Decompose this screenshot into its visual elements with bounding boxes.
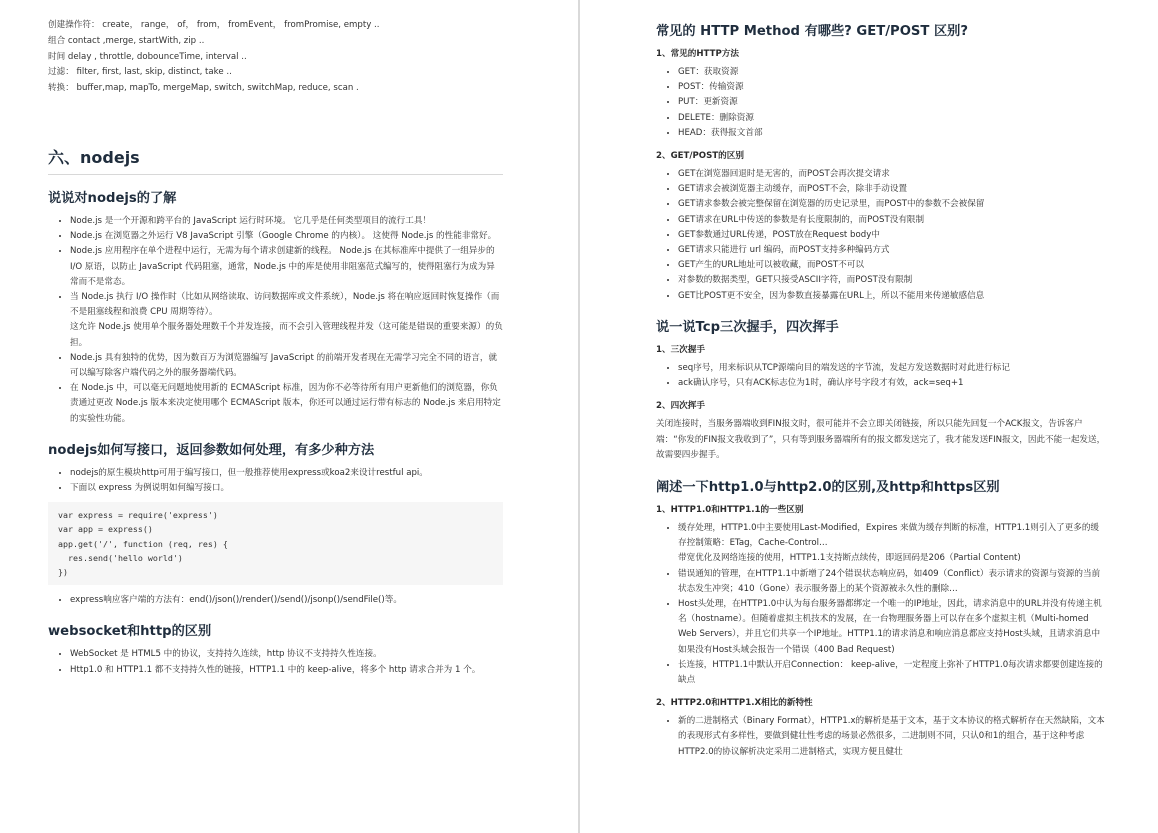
http-methods-list [656, 65, 1106, 141]
list-item: • Http1.0 和 HTTP1.1 都不支持持久性的链接，HTTP1.1 中的 keep-alive，将多个 http 请求合并为 1 个。 [70, 663, 503, 678]
nodejs-api-list [48, 466, 503, 496]
list-item-text: 错误通知的管理，在HTTP1.1中新增了24个错误状态响应码，如409（Conflict）表示请求的资源与资源的当前状态发生冲突；410（Gone）表示服务器上的某个资源被永久性的删除… [678, 568, 1101, 594]
operator-line: 转换： buffer,map, mapTo, mergeMap, switch, switchMap, reduce, scan . [48, 83, 359, 94]
list-item [70, 381, 503, 427]
list-item [70, 290, 503, 351]
subheading-four-way: 2、四次挥手 [656, 401, 705, 412]
list-item [70, 229, 503, 244]
list-item: • HEAD：获得报文首部 [678, 126, 1106, 141]
list-item: • GET产生的URL地址可以被收藏，而POST不可以 [678, 258, 1106, 273]
list-item: • 下面以 express 为例说明如何编写接口。 [70, 481, 503, 496]
express-methods-list [48, 593, 503, 608]
list-item: • express响应客户端的方法有：end()/json()/render()/send()/jsonp()/sendFile()等。 [70, 593, 503, 608]
list-item [70, 244, 503, 290]
list-item: • GET在浏览器回退时是无害的，而POST会再次提交请求 [678, 167, 1106, 182]
heading-tcp-handshake: 说一说Tcp三次握手，四次挥手 [656, 319, 839, 335]
websocket-list [48, 647, 503, 677]
list-item: • GET请求在URL中传送的参数是有长度限制的，而POST没有限制 [678, 213, 1106, 228]
list-item-text: • 当 Node.js 执行 I/O 操作时（比如从网络读取、访问数据库或文件系统），Node.js 将在响应返回时恢复操作（而不是阻塞线程和浪费 CPU 周期等待）。 [70, 292, 500, 318]
rxjs-operators-list [48, 18, 503, 97]
operator-line: 时间 delay , throttle, dobounceTime, interval .. [48, 51, 247, 62]
get-post-diff-list [656, 167, 1106, 304]
nodejs-overview-list [48, 214, 503, 427]
left-page [0, 0, 578, 833]
list-item-text: Node.js 在浏览器之外运行 V8 JavaScript 引擎（Google Chrome 的内核）。 这使得 Node.js 的性能非常好。 [70, 231, 497, 242]
list-item: • GET参数通过URL传递，POST放在Request body中 [678, 228, 1106, 243]
list-item-text: • 缓存处理，HTTP1.0中主要使用Last-Modified，Expires 来做为缓存判断的标准，HTTP1.1则引入了更多的缓存控制策略：ETag，Cache-Control… [678, 523, 1100, 549]
list-item-text: 长连接，HTTP1.1中默认开启Connection： keep-alive，一定程度上弥补了HTTP1.0每次请求都要创建连接的缺点 [678, 659, 1103, 686]
list-item: • DELETE：删除资源 [678, 111, 1106, 126]
list-item-text: Node.js 是一个开源和跨平台的 JavaScript 运行时环境。 它几乎是任何类型项目的流行工具！ [70, 215, 432, 226]
operator-line: 过滤： filter, first, last, skip, distinct, take .. [48, 67, 232, 78]
right-column [656, 18, 1106, 766]
subheading-http10-vs-11: 1、HTTP1.0和HTTP1.1的一些区别 [656, 505, 804, 516]
list-item [678, 521, 1106, 567]
list-item: • GET请求会被浏览器主动缓存，而POST不会，除非手动设置 [678, 182, 1106, 197]
subheading-common-methods: 1、常见的HTTP方法 [656, 49, 739, 59]
list-item: • nodejs的原生模块http可用于编写接口，但一般推荐使用express或koa2来设计restful api。 [70, 466, 503, 481]
operator-line: 创建操作符： create， range， of， from， fromEvent， fromPromise, empty .. [48, 20, 380, 30]
right-page [580, 0, 1158, 833]
list-item: • POST：传输资源 [678, 80, 1106, 95]
list-item-text: 在 Node.js 中，可以毫无问题地使用新的 ECMAScript 标准，因为你不必等待所有用户更新他们的浏览器，你负责通过更改 Node.js 版本来决定使用哪个 ECMAScript 版本，你还可以通过运行带有标志的 Node.js 来启用特定的实验性功能。 [70, 383, 501, 424]
list-item: • GET：获取资源 [678, 65, 1106, 80]
left-column [48, 18, 503, 684]
subheading-three-way: 1、三次握手 [656, 344, 705, 355]
three-way-list [656, 361, 1106, 391]
list-item [678, 567, 1106, 597]
operator-line: 组合 contact ,merge, startWith, zip .. [48, 35, 205, 46]
list-item: • GET请求只能进行 url 编码，而POST支持多种编码方式 [678, 243, 1106, 258]
heading-http-versions: 阐述一下http1.0与http2.0的区别,及http和https区别 [656, 480, 1000, 496]
heading-http-methods: 常见的 HTTP Method 有哪些? GET/POST 区别? [656, 24, 969, 39]
list-item: • WebSocket 是 HTML5 中的协议，支持持久连续，http 协议不支持持久性连接。 [70, 647, 503, 662]
list-item: • 新的二进制格式（Binary Format），HTTP1.x的解析是基于文本，基于文本协议的格式解析存在天然缺陷，文本的表现形式有多样性，要做到健壮性考虑的场景必然很多，二进制则不同，只认0和1的组合，基于这种考虑HTTP2.0的协议解析决定采用二进制格式，实现方便且健壮 [678, 714, 1106, 760]
list-item: • seq序号，用来标识从TCP源端向目的端发送的字节流，发起方发送数据时对此进行标记 [678, 361, 1106, 376]
list-item: • 对参数的数据类型，GET只接受ASCII字符，而POST没有限制 [678, 273, 1106, 288]
subheading-http2-features: 2、HTTP2.0和HTTP1.X相比的新特性 [656, 698, 813, 709]
list-item-continuation: 这允许 Node.js 使用单个服务器处理数千个并发连接，而不会引入管理线程并发（这可能是错误的重要来源）的负担。 [70, 322, 503, 348]
express-code-block: var express = require('express') var app = express() app.get('/', function (req, res) { res.send('hello world') }) [48, 502, 503, 585]
http2-features-list [656, 714, 1106, 760]
section-title-nodejs: 六、nodejs [48, 145, 503, 175]
list-item [678, 658, 1106, 688]
list-item: • GET请求参数会被完整保留在浏览器的历史记录里，而POST中的参数不会被保留 [678, 197, 1106, 212]
list-item: • PUT：更新资源 [678, 95, 1106, 110]
list-item [70, 214, 503, 229]
four-way-paragraph: 关闭连接时，当服务器端收到FIN报文时，很可能并不会立即关闭链接，所以只能先回复一个ACK报文，告诉客户端：“你发的FIN报文我收到了”，只有等到服务器端所有的报文都发送完了，我才能发送FIN报文，因此不能一起发送，故需要四步握手。 [656, 419, 1106, 461]
list-item-text: Node.js 应用程序在单个进程中运行，无需为每个请求创建新的线程。 Node.js 在其标准库中提供了一组异步的 I/O 原语，以防止 JavaScript 代码阻塞，通常，Node.js 中的库是使用非阻塞范式编写的，使得阻塞行为成为异常而不是常态。 [70, 246, 495, 287]
list-item [70, 351, 503, 381]
http10-vs-11-list [656, 521, 1106, 688]
subheading-get-post-diff: 2、GET/POST的区别 [656, 151, 744, 162]
list-item: • GET比POST更不安全，因为参数直接暴露在URL上，所以不能用来传递敏感信息 [678, 289, 1106, 304]
list-item-text: Node.js 具有独特的优势，因为数百万为浏览器编写 JavaScript 的前端开发者现在无需学习完全不同的语言，就可以编写除客户端代码之外的服务器端代码。 [70, 352, 498, 379]
list-item [678, 597, 1106, 658]
heading-websocket-vs-http: websocket和http的区别 [48, 624, 212, 640]
list-item-text: Host头处理，在HTTP1.0中认为每台服务器都绑定一个唯一的IP地址，因此，请求消息中的URL并没有传递主机名（hostname）。但随着虚拟主机技术的发展，在一台物理服务器上可以存在多个虚拟主机（Multi-homed Web Servers），并且它们共享一个IP地址。HTTP1.1的请求消息和响应消息都应支持Host头域，且请求消息中如果没有Host头域会报告一个错误（400 Bad Request) [678, 599, 1102, 655]
heading-nodejs-api: nodejs如何写接口，返回参数如何处理，有多少种方法 [48, 442, 375, 458]
list-item: • ack确认序号，只有ACK标志位为1时，确认序号字段才有效，ack=seq+1 [678, 376, 1106, 391]
heading-nodejs-overview: 说说对nodejs的了解 [48, 190, 177, 206]
list-item-continuation: 带宽优化及网络连接的使用，HTTP1.1支持断点续传，即返回码是206（Partial Content) [678, 553, 1021, 564]
